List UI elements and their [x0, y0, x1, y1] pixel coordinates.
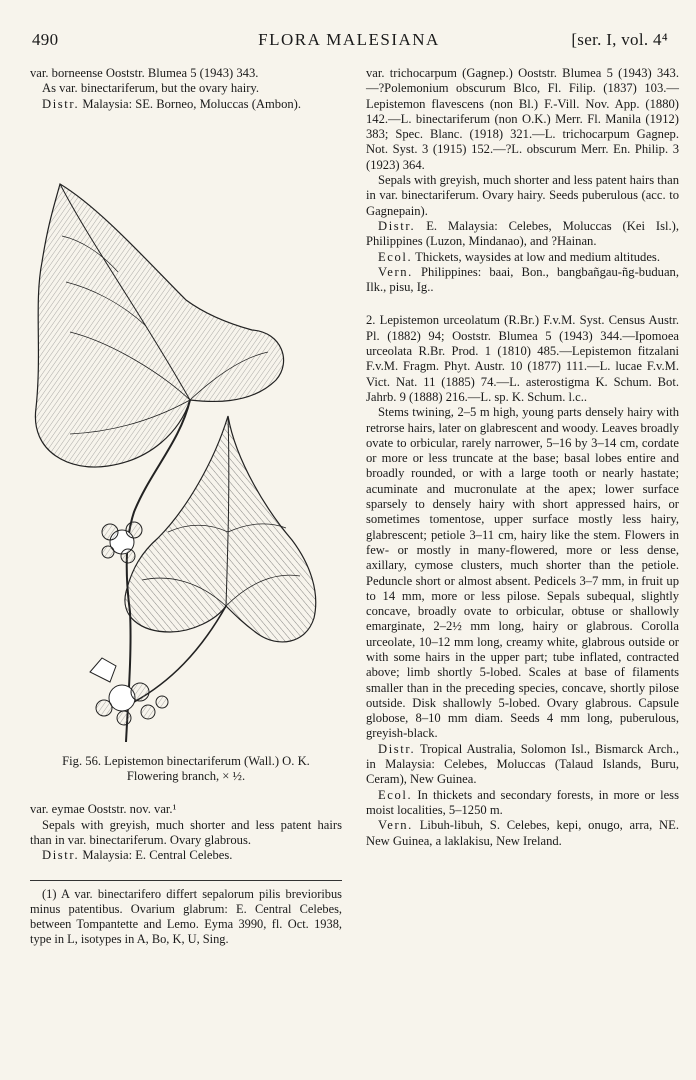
urceolatum-distribution	[366, 742, 679, 788]
ecol-label: Ecol.	[378, 249, 413, 264]
distr-text: Tropical Australia, Solomon Isl., Bismarck Arch., in Malaysia: Celebes, Moluccas (Talaud Islands, Buru, Ceram), New Guinea.	[366, 741, 680, 787]
footnote-rule	[30, 880, 342, 881]
distr-label: Distr.	[42, 848, 80, 863]
borneense-description: As var. binectariferum, but the ovary hairy.	[42, 81, 260, 96]
running-header	[30, 30, 668, 54]
figure-caption-line2: Flowering branch, × ½.	[126, 769, 246, 784]
vern-text: Libuh-libuh, S. Celebes, kepi, onugo, arra, NE. New Guinea, a laklakisu, New Ireland.	[366, 818, 679, 848]
urceolatum-ecology	[366, 788, 679, 819]
upper-flower-cluster	[102, 522, 142, 563]
eymae-description: Sepals with greyish, much shorter and less patent hairs than in var. binectariferum. Ovary glabrous.	[30, 817, 342, 848]
spacer	[30, 784, 342, 802]
borneense-distribution	[30, 97, 342, 112]
eymae-distribution	[30, 848, 342, 863]
spacer	[366, 295, 679, 313]
distr-text: Malaysia: E. Central Celebes.	[82, 848, 233, 863]
distr-label: Distr.	[378, 218, 416, 233]
trichocarpum-heading: var. trichocarpum (Gagnep.) Ooststr. Blumea 5 (1943) 343.—?Polemonium obscurum Blco, Fl. Filip. (1837) 103.—Lepistemon flavescens (non Bl.) F.-Vill. Nov. App. (1880) 142.—L. binectariferum (non O.K.) Merr. Fl. Manila (1912) 383; Spec. Blanc. (1918) 321.—L. trichocarpum Gagnep. Not. Syst. 3 (1915) 152.—?L. obscurum Merr. En. Philip. 3 (1923) 364.	[366, 66, 679, 172]
ecol-text: Thickets, waysides at low and medium altitudes.	[415, 249, 660, 264]
vern-label: Vern.	[378, 264, 413, 279]
figure-caption-line1: Fig. 56. Lepistemon binectariferum (Wall.) O. K.	[62, 753, 310, 768]
vern-label: Vern.	[378, 818, 413, 833]
urceolatum-heading: 2. Lepistemon urceolatum (R.Br.) F.v.M. Syst. Census Austr. Pl. (1882) 94; Ooststr. Blumea 5 (1943) 344.—Ipomoea urceolata R.Br. Prod. 1 (1810) 485.—Lepistemon fitzalani F.v.M. Fragm. Phyt. Austr. 10 (1877) 111.—L. lucae F.v.M. Vict. Nat. 11 (1885) 74.—L. asterostigma K. Schum. Bot. Jahrb. 9 (1888) 216.—L. sp. K. Schum. l.c..	[366, 313, 679, 404]
trichocarpum-distribution	[366, 219, 679, 250]
ecol-text: In thickets and secondary forests, in more or less moist localities, 5–1250 m.	[366, 787, 679, 817]
borneense-heading: var. borneense Ooststr. Blumea 5 (1943) 343.	[30, 66, 259, 80]
trichocarpum-description: Sepals with greyish, much shorter and less patent hairs than in var. binectariferum. Ovary hairy. Seeds puberulous (acc. to Gagnepain).	[366, 173, 679, 218]
upper-leaf	[35, 184, 283, 467]
distr-label: Distr.	[378, 741, 416, 756]
distr-text: E. Malaysia: Celebes, Moluccas (Kei Isl.), Philippines (Luzon, Mindanao), and ?Hainan.	[366, 218, 679, 249]
vern-text: Philippines: baai, Bon., bangbañgau-ñg-buduan, Ilk., pisu, Ig..	[366, 264, 679, 295]
urceolatum-vernacular	[366, 818, 679, 849]
urceolatum-description: Stems twining, 2–5 m high, young parts densely hairy with retrorse hairs, later on glabrescent and woody. Leaves broadly ovate to orbicular, rarely narrower, 5–16 by 3–14 cm, cordate or more or less truncate at the base; basal lobes entire and broadly rounded, or with a large tooth or nearly hastate; acuminate and mucronulate at the apex; lower surface sparsely to densely hairy with short appressed hairs, or sometimes tomentose, upper surface mostly less hairy, glabrescent; petiole 3–11 cm, hairy like the stem. Flowers in few- or mostly in many-flowered, more or less dense, axillary, cymose clusters, much shorter than the petiole. Peduncle short or almost absent. Pedicels 3–7 mm, in fruit up to 14 mm, more or less pilose. Sepals subequal, slightly concave, broadly ovate to orbicular, obtuse or shallowly emarginate, 2–2½ mm long, hairy or glabrous. Corolla urceolate, 10–12 mm long, creamy white, glabrous outside or with some hairs in the upper part; tube inflated, contracted above; limb shortly 5-lobed. Scales at base of filaments smaller than in the preceding species, concave, shortly pilose outside. Disk shallowly 5-lobed. Ovary glabrous. Capsule globose, 8–10 mm diam. Seeds 4 mm long, puberulous, greyish-black.	[366, 405, 679, 741]
distr-text: Malaysia: SE. Borneo, Moluccas (Ambon).	[82, 96, 302, 111]
trichocarpum-ecology	[366, 250, 679, 265]
distr-label: Distr.	[42, 96, 80, 111]
left-column	[30, 66, 342, 947]
page-number: 490	[32, 30, 59, 49]
footnote: (1) A var. binectarifero differt sepalorum pilis brevioribus minus patentibus. Ovarium glabrum: E. Central Celebes, between Tompantette and Lemo. Eyma 3990, fl. Oct. 1938, type in L, isotypes in A, Bo, K, U, Sing.	[30, 886, 342, 946]
eymae-heading: var. eymae Ooststr. nov. var.¹	[30, 802, 177, 817]
right-column	[366, 66, 679, 849]
botanical-illustration	[30, 112, 342, 748]
lower-leaf	[125, 416, 316, 642]
series-volume: [ser. I, vol. 4⁴	[571, 30, 668, 49]
ecol-label: Ecol.	[378, 787, 413, 802]
running-title: FLORA MALESIANA	[258, 30, 440, 49]
trichocarpum-vernacular	[366, 265, 679, 296]
